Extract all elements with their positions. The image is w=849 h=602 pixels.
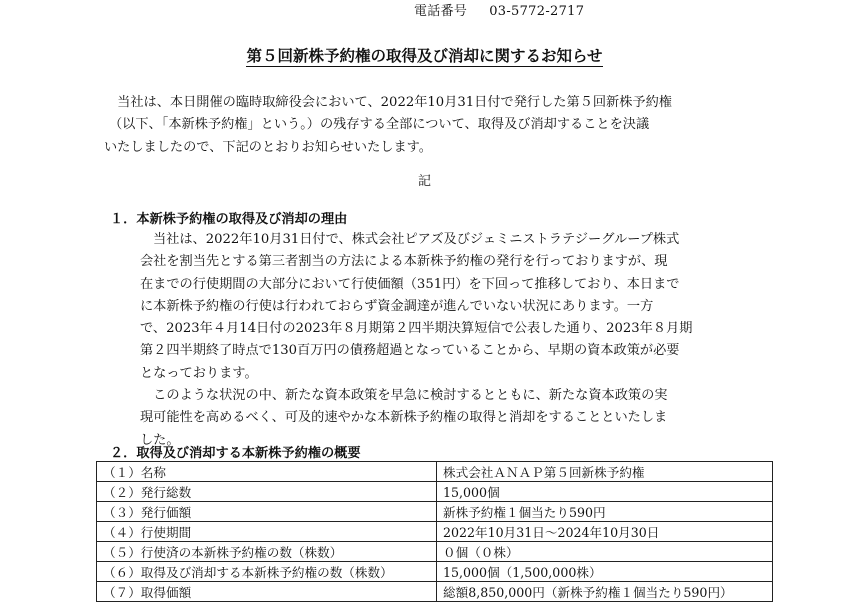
table-row: [97, 522, 773, 542]
table-row: [97, 582, 773, 602]
row-value: 2022年10月31日～2024年10月30日: [437, 522, 773, 542]
warrant-summary-table: [96, 461, 773, 602]
intro-line: （以下、「本新株予約権」という。）の残存する全部について、取得及び消却することを決議: [109, 117, 650, 133]
document-title-text: 第５回新株予約権の取得及び消却に関するお知らせ: [246, 47, 603, 65]
table-row: [97, 542, 773, 562]
row-value: 株式会社ＡＮＡＰ第５回新株予約権: [437, 462, 773, 482]
ki-marker: 記: [417, 174, 431, 189]
row-label: （１）名称: [97, 462, 437, 482]
body-line: 第２四半期終了時点で130百万円の債務超過となっていることから、早期の資本政策が必要: [140, 343, 680, 359]
intro-paragraph: [104, 92, 672, 159]
body-line: 会社を割当先とする第三者割当の方法による本新株予約権の発行を行っておりますが、現: [140, 254, 668, 270]
row-label: （７）取得価額: [97, 582, 437, 602]
phone-label: 電話番号: [414, 4, 468, 19]
body-line: このような状況の中、新たな資本政策を早急に検討するとともに、新たな資本政策の実: [140, 388, 668, 404]
phone-number: 03-5772-2717: [489, 4, 585, 19]
table-row: [97, 482, 773, 502]
table-row: [97, 562, 773, 582]
body-line: した。: [140, 432, 180, 448]
row-value: 15,000個: [437, 482, 773, 502]
body-line: 現可能性を高めるべく、可及的速やかな本新株予約権の取得と消却をすることといたしま: [140, 410, 668, 426]
body-line: 在までの行使期間の大部分において行使価額（351円）を下回って推移しており、本日まで: [140, 276, 680, 292]
row-label: （２）発行総数: [97, 482, 437, 502]
body-line: で、2023年４月14日付の2023年８月期第２四半期決算短信で公表した通り、2023年８月期: [140, 321, 693, 337]
row-label: （３）発行価額: [97, 502, 437, 522]
table-row: [97, 462, 773, 482]
body-line: となっております。: [140, 365, 258, 381]
document-title: [0, 44, 849, 66]
intro-line: 当社は、本日開催の臨時取締役会において、2022年10月31日付で発行した第５回新株予約権: [104, 95, 672, 110]
row-value: ０個（０株）: [437, 542, 773, 562]
phone-line: [414, 0, 584, 19]
row-label: （６）取得及び消却する本新株予約権の数（株数）: [97, 562, 437, 582]
intro-line: いたしましたので、下記のとおりお知らせいたします。: [104, 139, 432, 155]
row-label: （４）行使期間: [97, 522, 437, 542]
row-label: （５）行使済の本新株予約権の数（株数）: [97, 542, 437, 562]
body-line: 当社は、2022年10月31日付で、株式会社ピアズ及びジェミニストラテジーグループ株式: [153, 232, 680, 247]
section-1-heading: １．本新株予約権の取得及び消却の理由: [110, 212, 348, 227]
row-value: 新株予約権１個当たり590円: [437, 502, 773, 522]
table-row: [97, 502, 773, 522]
row-value: 総額8,850,000円（新株予約権１個当たり590円）: [437, 582, 773, 602]
row-value: 15,000個（1,500,000株）: [437, 562, 773, 582]
section-1-body: [140, 229, 692, 452]
section-2-heading: ２．取得及び消却する本新株予約権の概要: [110, 446, 361, 461]
body-line: に本新株予約権の行使は行われておらず資金調達が進んでいない状況にあります。一方: [140, 298, 654, 314]
